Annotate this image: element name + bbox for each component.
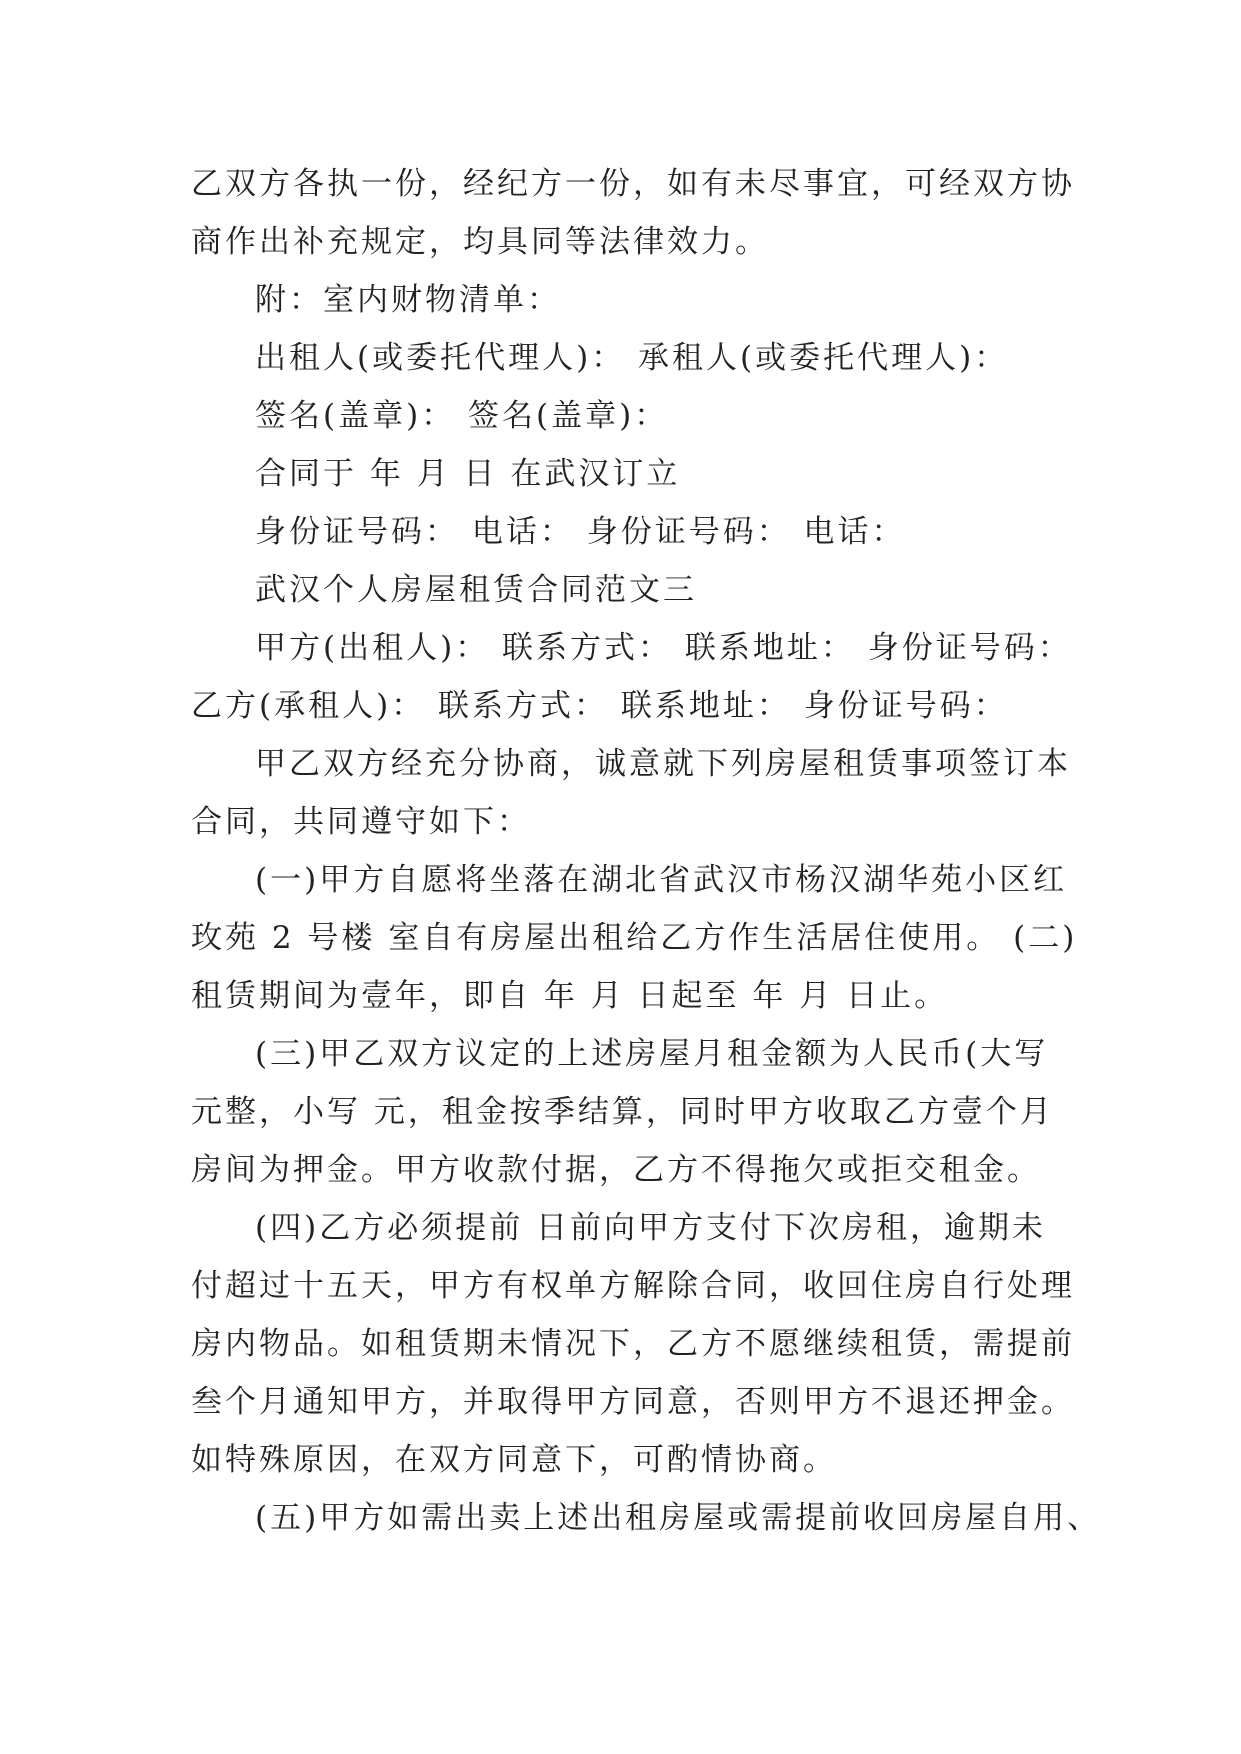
clause-three-line: 元整，小写 元，租金按季结算，同时甲方收取乙方壹个月 <box>191 1094 1054 1130</box>
clause-three-line: (三)甲乙双方议定的上述房屋月租金额为人民币(大写 <box>255 1036 1049 1072</box>
clause-five-line: (五)甲方如需出卖上述出租房屋或需提前收回房屋自用、 <box>255 1500 1102 1536</box>
clause-four-line: (四)乙方必须提前 日前向甲方支付下次房租，逾期未 <box>255 1210 1047 1246</box>
id-phone-line: 身份证号码： 电话： 身份证号码： 电话： <box>255 514 906 550</box>
clause-four-line: 房内物品。如租赁期未情况下，乙方不愿继续租赁，需提前 <box>191 1326 1075 1362</box>
clause-four-line: 付超过十五天，甲方有权单方解除合同，收回住房自行处理 <box>191 1268 1075 1304</box>
paragraph-line: 合同，共同遵守如下： <box>191 804 531 840</box>
attachment-line: 附：室内财物清单： <box>255 282 561 318</box>
party-b-line: 乙方(承租人)： 联系方式： 联系地址： 身份证号码： <box>191 688 1008 724</box>
party-a-line: 甲方(出租人)： 联系方式： 联系地址： 身份证号码： <box>255 630 1072 666</box>
section-title: 武汉个人房屋租赁合同范文三 <box>255 572 697 608</box>
clause-two-line: 租赁期间为壹年，即自 年 月 日起至 年 月 日止。 <box>191 978 949 1014</box>
signature-line: 签名(盖章)： 签名(盖章)： <box>255 398 669 434</box>
text-line: 乙双方各执一份，经纪方一份，如有未尽事宜，可经双方协 <box>191 166 1075 202</box>
clause-four-line: 叁个月通知甲方，并取得甲方同意，否则甲方不退还押金。 <box>191 1384 1075 1420</box>
clause-one-line: (一)甲方自愿将坐落在湖北省武汉市杨汉湖华苑小区红 <box>255 862 1068 898</box>
document-body <box>191 155 1102 1547</box>
clause-three-line: 房间为押金。甲方收款付据，乙方不得拖欠或拒交租金。 <box>191 1152 1041 1188</box>
clause-one-line: 玫苑 2 号楼 室自有房屋出租给乙方作生活居住使用。 (二) <box>191 920 1078 956</box>
clause-four-line: 如特殊原因，在双方同意下，可酌情协商。 <box>191 1442 837 1478</box>
text-line: 商作出补充规定，均具同等法律效力。 <box>191 224 769 260</box>
signatory-line: 出租人(或委托代理人)： 承租人(或委托代理人)： <box>255 340 1009 376</box>
paragraph-line: 甲乙双方经充分协商，诚意就下列房屋租赁事项签订本 <box>255 746 1071 782</box>
contract-date-line: 合同于 年 月 日 在武汉订立 <box>255 456 681 492</box>
